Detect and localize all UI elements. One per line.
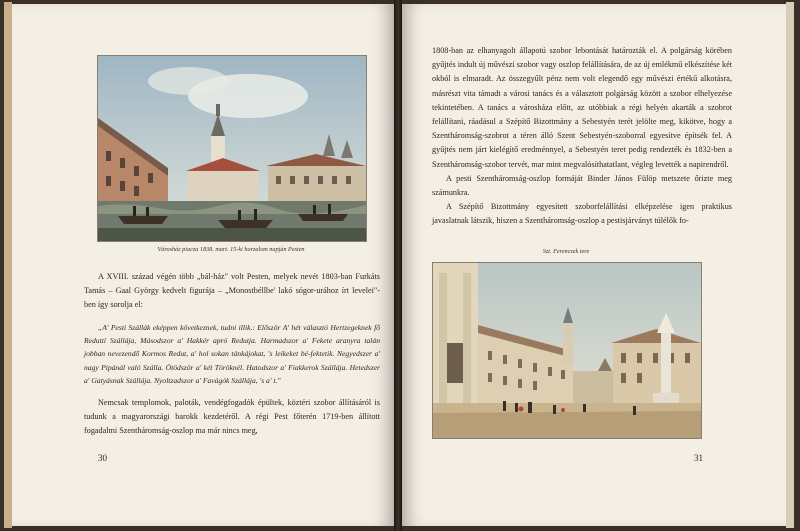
- flood-town-hall-illustration: [97, 55, 367, 242]
- right-body-text: [432, 44, 732, 229]
- left-paragraph-2: Nemcsak templomok, paloták, vendégfogadók épültek, köztéri szobor állításáról is tudunk a magyarországi barokk kezdetéről. A régi Pest főterén 1719-ben állított fogadalmi Szentháromság-oszlop ma már nincs meg,: [84, 397, 380, 436]
- square-scene-image: [433, 263, 701, 438]
- franciscan-square-illustration: [432, 262, 702, 439]
- right-paragraph-3: A Szépítő Bizottmány egyesített szoborfelállítási elképzelése igen praktikus javaslatnak látszik, hiszen a Szentháromság-oszlop a pestisjárványt túlélők fo-: [432, 202, 732, 226]
- book-gutter: [394, 0, 402, 531]
- left-paragraph-1: A XVIII. század végén több „bál-ház" volt Pesten, melyek nevét 1803-ban Furkáts Tamás – Gaal György kedvelt figurája – „Monostbéllbe' lakó sógor-urához írt levelei"-ben így sorolja el:: [84, 272, 380, 310]
- left-illustration-caption: Városház piacza 1838. mart. 15-ki horzalom napján Pesten: [157, 246, 305, 253]
- right-paragraph-2: A pesti Szentháromság-oszlop formáját Binder János Fülöp metszete őrizte meg számunkra.: [432, 173, 732, 198]
- right-page: [402, 4, 786, 526]
- right-paragraph-1: 1808-ban az elhanyagolt állapotú szobor lebontását határozták el. A polgárság körében gyűjtés indult új művészi szobor vagy oszlop felállítására, de az új emlékmű elkészítése két okból is elmaradt. Az összegyűlt pénz nem volt elegendő egy művészi értékű alkotásra, másrészt vita támadt a városi tanács és a választott polgárság között a szobor elhelyezése tekintetében. A tanács a városháza előtt, az utóbbiak a régi helyén akarták a szobrot felállítani, ráadásul a Szépítő Bizottmány a Sebestyén terét jelölte meg, kikötve, hogy a Szentháromság-szobrot a téren álló Szent Sebestyén-szoborral egyesítve építsék fel. A gyűjtés nem járt kielégítő eredménnyel, a Sebestyén teret pedig rendezték és 1832-ben a Szentháromság-szobor tervét, mar mint megvalósíthatatlant, végleg levették a napirendről.: [432, 46, 732, 169]
- right-page-edge: [786, 2, 794, 528]
- left-body-text: [84, 270, 380, 438]
- left-quote: „A' Pesti Szállák eképpen következnek, tudni illik.: Először A' hét választó Hertzegeknek fő Reduttí Szállája, Másodszor a' Hakkér apró Redutja. Harmadszor a' Fekete aranyra talán jobban nevezendő Kormos Redut, a' hol sokan tánkájokat, 's leikeket bé-fektetik. Negyedszer a' nagy Pipánál való Szálla. Ötödször a' két Töröknél. Hatodszor a' Fiakkerok Szállája. Hetedszer a' Gatyásnak Szállája. Nyoltzadszor a' Favágók Szállája, 's a' t.": [84, 322, 380, 386]
- flood-scene-image: [98, 56, 366, 241]
- left-page: [12, 4, 394, 526]
- right-illustration-caption: Szt. Ferenczek tere: [542, 248, 590, 255]
- right-page-number: 31: [694, 453, 703, 463]
- left-page-edge: [4, 2, 12, 528]
- left-page-number: 30: [98, 453, 107, 463]
